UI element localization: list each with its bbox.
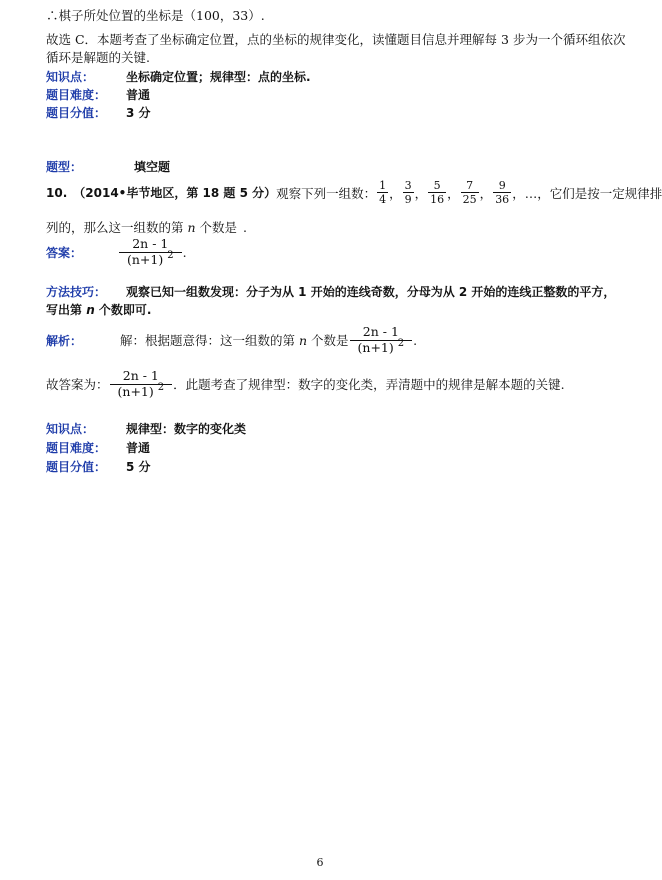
solution-explanation-line: 故选 C．本题考查了坐标确定位置，点的坐标的规律变化，读懂题目信息并理解每 3 步为一个循环组依次: [46, 32, 626, 47]
method-row: [46, 283, 615, 300]
method-text: 观察已知一组数发现：分子为从 1 开始的连线奇数，分母为从 2 开始的连线正整数的平方，: [126, 285, 616, 299]
analysis-text: 解：根据题意得：这一组数的第 n 个数是: [120, 333, 349, 349]
solution-explanation-line-2: 循环是解题的关键.: [46, 50, 150, 65]
question-number: 10.: [46, 185, 68, 200]
method-text-line-2: 写出第 n 个数即可.: [46, 303, 152, 317]
sequence-fraction: $\frac{7}{25}$: [462, 179, 477, 206]
analysis-label: 解析：: [46, 333, 83, 348]
sequence-fraction: $\frac{3}{9}$: [404, 179, 412, 206]
question-source: （2014•毕节地区，第 18 题 5 分）: [73, 186, 277, 200]
knowledge-point-label: 知识点：: [46, 70, 95, 84]
question-prompt-line-2: 列的，那么这一组数的第 n 个数是 .: [46, 220, 248, 235]
analysis-row: 解析： 解：根据题意得：这一组数的第 n 个数是 $\frac{2n - 1}{(n+1) ^2}$ .: [46, 324, 418, 355]
analysis-conclusion-row: [46, 370, 565, 399]
sequence-fraction: $\frac{9}{36}$: [495, 179, 510, 206]
question-prompt: 10. （2014•毕节地区，第 18 题 5 分） 观察下列一组数： $\frac{1}{4}$ ， $\frac{3}{9}$ ， $\frac{5}{16}$ ， $\frac{7}{25}$ ， $\frac{9}{36}$ ，…，它们是按一定规律排: [46, 179, 662, 206]
variable-n: n: [86, 303, 95, 317]
difficulty-label: 题目难度：: [46, 88, 107, 102]
sequence-fraction: $\frac{1}{4}$: [379, 179, 387, 206]
difficulty-label: 题目难度：: [46, 441, 107, 455]
knowledge-point-value: 规律型：数字的变化类: [126, 422, 247, 436]
score-row-2: [46, 458, 151, 475]
difficulty-value: 普通: [126, 441, 151, 455]
answer-denominator: (n+1): [127, 251, 164, 267]
knowledge-point-row: [46, 68, 311, 85]
variable-n: n: [187, 220, 196, 235]
score-value: 5 分: [126, 460, 151, 474]
knowledge-point-label: 知识点：: [46, 422, 95, 436]
answer-numerator: 2n - 1: [132, 236, 169, 251]
solution-conclusion-line: ∴棋子所处位置的坐标是（100，33）.: [46, 8, 265, 23]
difficulty-row: [46, 86, 150, 103]
score-value: 3 分: [126, 106, 151, 120]
question-prompt-before: 观察下列一组数：: [276, 185, 377, 201]
conclusion-text: ．此题考查了规律型：数字的变化类，弄清题中的规律是解本题的关键.: [173, 377, 565, 393]
knowledge-point-row-2: [46, 420, 246, 437]
answer-exponent: 2: [167, 249, 174, 261]
answer-label: 答案：: [46, 245, 83, 260]
method-label: 方法技巧：: [46, 285, 107, 299]
sequence-fraction: $\frac{5}{16}$: [430, 179, 445, 206]
conclusion-fraction: $\frac{2n - 1}{(n+1) ^2}$: [110, 370, 173, 399]
score-label: 题目分值：: [46, 106, 107, 120]
conclusion-prefix: 故答案为：: [46, 377, 109, 393]
question-type-value: 填空题: [134, 160, 171, 174]
score-label: 题目分值：: [46, 460, 107, 474]
analysis-fraction: $\frac{2n - 1}{(n+1) ^2}$: [350, 326, 413, 355]
score-row: [46, 104, 151, 121]
difficulty-row-2: [46, 439, 150, 456]
knowledge-point-value: 坐标确定位置；规律型：点的坐标.: [126, 70, 311, 84]
difficulty-value: 普通: [126, 88, 151, 102]
variable-n: n: [298, 333, 308, 349]
question-type-row: [46, 158, 170, 175]
answer-row: 答案： $\frac{2n - 1}{(n+1) ^2}$ .: [46, 236, 187, 267]
question-type-label: 题型：: [46, 160, 83, 174]
page-number: 6: [316, 856, 324, 869]
answer-fraction: [119, 238, 182, 267]
question-prompt-after: ，…，它们是按一定规律排: [512, 185, 662, 201]
